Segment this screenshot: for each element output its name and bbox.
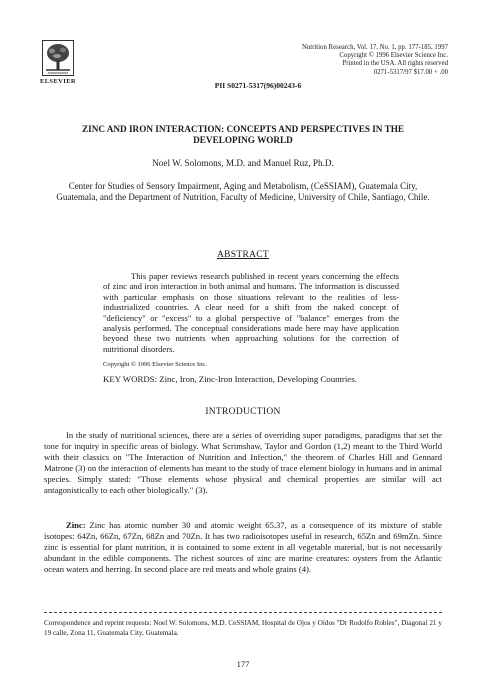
journal-citation xyxy=(258,44,448,77)
article-title: ZINC AND IRON INTERACTION: CONCEPTS AND PERSPECTIVES IN THE DEVELOPING WORLD xyxy=(82,124,404,145)
journal-line: 0271-5317/97 $17.00 + .00 xyxy=(373,68,448,76)
abstract-heading: ABSTRACT xyxy=(216,250,270,260)
publisher-logo xyxy=(38,40,78,85)
page-number: 177 xyxy=(236,659,250,669)
copyright-notice: Copyright © 1996 Elsevier Science Inc. xyxy=(103,361,207,368)
introduction-heading: INTRODUCTION xyxy=(205,407,281,417)
journal-line: Printed in the USA. All rights reserved xyxy=(342,60,448,68)
journal-line: Copyright © 1996 Elsevier Science Inc. xyxy=(339,52,448,60)
article-authors: Noel W. Solomons, M.D. and Manuel Ruz, Ph.D. xyxy=(152,158,334,168)
elsevier-tree-icon xyxy=(42,40,74,76)
pii-identifier: PII S0271-5317(96)00243-6 xyxy=(214,81,302,90)
publisher-name: ELSEVIER xyxy=(39,78,77,85)
zinc-paragraph-text: Zinc has atomic number 30 and atomic weight 65.37, as a consequence of its mixture of stable isotopes: 64Zn, 66Zn, 67Zn, 68Zn and 70Zn. It has two radioisotopes useful in research, 65Zn and 69mZn. Since zinc is essential for plant nutrition, it is contained to some extent in all vegetable material, but is not necessarily abundant in the edible components. The richest sources of zinc are marine creatures: oysters from the Atlantic ocean waters and herring. In second place are red meats and whole grains (4). xyxy=(44,520,443,574)
keywords: KEY WORDS: Zinc, Iron, Zinc-Iron Interaction, Developing Countries. xyxy=(103,374,357,384)
intro-paragraph: In the study of nutritional sciences, there are a series of overriding super paradigms, paradigms that set the tone for inquiry in specific areas of biology. What Scrimshaw, Taylor and Gordon (1,2) meant to the Third World with their classics on "The Interaction of Nutrition and Infection," the theorem of Charles Hill and Gennard Matrone (3) on the interaction of elements has meant to the study of trace element biology in humans and in animal species. Simply stated: "Those elements whose physical and chemical properties are similar will act antagonistically to each other biologically." (3). xyxy=(44,430,442,495)
correspondence-footnote: Correspondence and reprint requests: Noel W. Solomons, M.D. CeSSIAM, Hospital de Ojos y Oídos "Dr Rodolfo Robles", Diagonal 21 y 19 calle, Zona 11, Guatemala City, Guatemala. xyxy=(44,619,442,637)
zinc-run-in-heading: Zinc: xyxy=(66,520,86,530)
author-affiliation: Center for Studies of Sensory Impairment, Aging and Metabolism, (CeSSIAM), Guatemala City, Guatemala, and the Department of Nutrition, Faculty of Medicine, University of Chile, Santiago, Chile. xyxy=(56,181,430,202)
abstract-text: This paper reviews research published in recent years concerning the effects of zinc and iron interaction in both animal and humans. The information is discussed with particular emphasis on those situations relevant to the realities of less-industrialized countries. A clear need for a shift from the naked concept of "deficiency" or "excess" to a global perspective of "balance" emerges from the analysis performed. The conceptual considerations made here may have application beyond these two nutrients when approaching solutions for the correction of nutritional disorders. xyxy=(103,271,399,354)
journal-line: Nutrition Research, Vol. 17, No. 1, pp. 177-185, 1997 xyxy=(301,44,448,51)
footnote-divider xyxy=(44,612,442,613)
zinc-paragraph xyxy=(44,520,442,575)
